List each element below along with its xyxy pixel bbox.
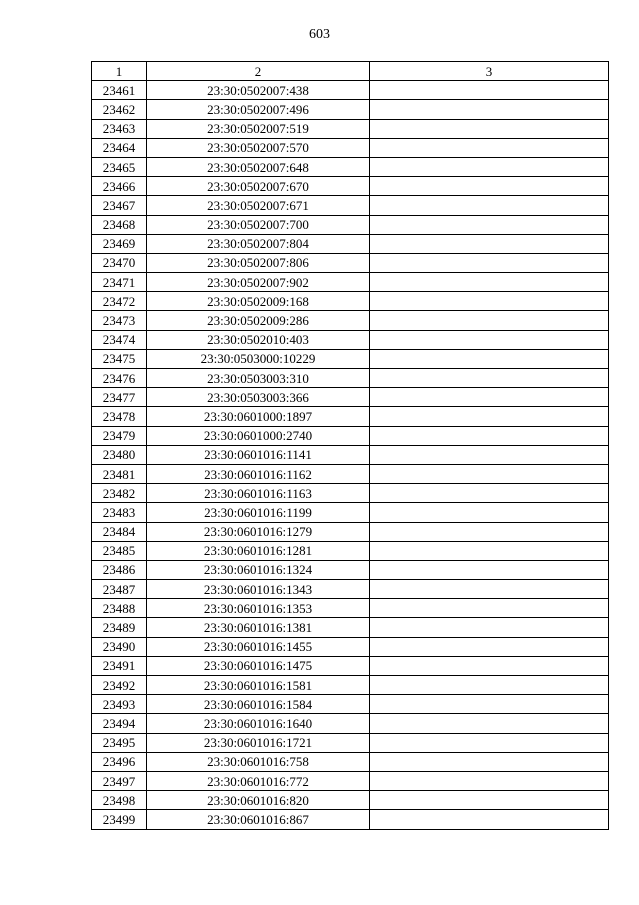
table-row [92, 388, 609, 407]
cadastral-number-cell: 23:30:0502010:403 [147, 330, 370, 349]
note-cell [370, 388, 609, 407]
table-row [92, 234, 609, 253]
note-cell [370, 138, 609, 157]
table-row [92, 656, 609, 675]
row-number-cell: 23484 [92, 522, 147, 541]
row-number-cell: 23485 [92, 541, 147, 560]
row-number-cell: 23464 [92, 138, 147, 157]
cadastral-number-cell: 23:30:0601016:1324 [147, 560, 370, 579]
note-cell [370, 330, 609, 349]
cadastral-number-cell: 23:30:0601016:1581 [147, 676, 370, 695]
note-cell [370, 580, 609, 599]
table-row [92, 676, 609, 695]
row-number-cell: 23487 [92, 580, 147, 599]
note-cell [370, 369, 609, 388]
table-row [92, 253, 609, 272]
note-cell [370, 656, 609, 675]
row-number-cell: 23499 [92, 810, 147, 829]
row-number-cell: 23482 [92, 484, 147, 503]
cadastral-number-cell: 23:30:0502007:806 [147, 253, 370, 272]
cadastral-number-cell: 23:30:0503000:10229 [147, 349, 370, 368]
table-row [92, 637, 609, 656]
column-header-3: 3 [370, 62, 609, 81]
note-cell [370, 157, 609, 176]
table-row [92, 330, 609, 349]
note-cell [370, 522, 609, 541]
table-row [92, 618, 609, 637]
table-row [92, 503, 609, 522]
row-number-cell: 23494 [92, 714, 147, 733]
row-number-cell: 23462 [92, 100, 147, 119]
row-number-cell: 23497 [92, 771, 147, 790]
cadastral-number-cell: 23:30:0502007:570 [147, 138, 370, 157]
row-number-cell: 23489 [92, 618, 147, 637]
cadastral-number-cell: 23:30:0503003:366 [147, 388, 370, 407]
cadastral-number-cell: 23:30:0601000:1897 [147, 407, 370, 426]
note-cell [370, 637, 609, 656]
cadastral-number-cell: 23:30:0601016:1141 [147, 445, 370, 464]
row-number-cell: 23477 [92, 388, 147, 407]
row-number-cell: 23481 [92, 464, 147, 483]
cadastral-number-cell: 23:30:0502007:438 [147, 81, 370, 100]
note-cell [370, 810, 609, 829]
note-cell [370, 311, 609, 330]
column-header-1: 1 [92, 62, 147, 81]
table-row [92, 215, 609, 234]
cadastral-number-cell: 23:30:0502007:804 [147, 234, 370, 253]
table-row [92, 273, 609, 292]
cadastral-number-cell: 23:30:0601016:1353 [147, 599, 370, 618]
cadastral-number-cell: 23:30:0502007:671 [147, 196, 370, 215]
cadastral-number-cell: 23:30:0601016:1640 [147, 714, 370, 733]
note-cell [370, 733, 609, 752]
cadastral-number-cell: 23:30:0502007:902 [147, 273, 370, 292]
row-number-cell: 23492 [92, 676, 147, 695]
row-number-cell: 23463 [92, 119, 147, 138]
row-number-cell: 23480 [92, 445, 147, 464]
table-row [92, 752, 609, 771]
table-row [92, 791, 609, 810]
register-table [91, 61, 609, 830]
cadastral-number-cell: 23:30:0502009:286 [147, 311, 370, 330]
cadastral-number-cell: 23:30:0601000:2740 [147, 426, 370, 445]
cadastral-number-cell: 23:30:0503003:310 [147, 369, 370, 388]
table-row [92, 426, 609, 445]
note-cell [370, 253, 609, 272]
cadastral-number-cell: 23:30:0502007:496 [147, 100, 370, 119]
table-row [92, 349, 609, 368]
cadastral-number-cell: 23:30:0601016:1343 [147, 580, 370, 599]
table-row [92, 445, 609, 464]
cadastral-number-cell: 23:30:0601016:1163 [147, 484, 370, 503]
row-number-cell: 23476 [92, 369, 147, 388]
cadastral-number-cell: 23:30:0601016:1162 [147, 464, 370, 483]
row-number-cell: 23465 [92, 157, 147, 176]
row-number-cell: 23479 [92, 426, 147, 445]
cadastral-number-cell: 23:30:0601016:1721 [147, 733, 370, 752]
cadastral-number-cell: 23:30:0601016:1199 [147, 503, 370, 522]
table-row [92, 714, 609, 733]
table-row [92, 464, 609, 483]
row-number-cell: 23488 [92, 599, 147, 618]
table-row [92, 292, 609, 311]
cadastral-number-cell: 23:30:0601016:1475 [147, 656, 370, 675]
table-row [92, 138, 609, 157]
header-row [92, 62, 609, 81]
table-row [92, 119, 609, 138]
note-cell [370, 234, 609, 253]
row-number-cell: 23493 [92, 695, 147, 714]
row-number-cell: 23495 [92, 733, 147, 752]
note-cell [370, 676, 609, 695]
page-number: 603 [309, 27, 330, 42]
table-row [92, 484, 609, 503]
note-cell [370, 426, 609, 445]
table-row [92, 157, 609, 176]
note-cell [370, 100, 609, 119]
note-cell [370, 177, 609, 196]
table-row [92, 541, 609, 560]
row-number-cell: 23486 [92, 560, 147, 579]
table-row [92, 733, 609, 752]
cadastral-number-cell: 23:30:0601016:758 [147, 752, 370, 771]
table-row [92, 311, 609, 330]
note-cell [370, 484, 609, 503]
cadastral-number-cell: 23:30:0502007:700 [147, 215, 370, 234]
cadastral-number-cell: 23:30:0601016:772 [147, 771, 370, 790]
row-number-cell: 23496 [92, 752, 147, 771]
table-row [92, 560, 609, 579]
cadastral-number-cell: 23:30:0502009:168 [147, 292, 370, 311]
table-row [92, 407, 609, 426]
table-row [92, 771, 609, 790]
row-number-cell: 23491 [92, 656, 147, 675]
table-header [92, 62, 609, 81]
row-number-cell: 23483 [92, 503, 147, 522]
note-cell [370, 618, 609, 637]
table-row [92, 177, 609, 196]
note-cell [370, 196, 609, 215]
note-cell [370, 599, 609, 618]
note-cell [370, 791, 609, 810]
note-cell [370, 560, 609, 579]
note-cell [370, 503, 609, 522]
row-number-cell: 23467 [92, 196, 147, 215]
cadastral-number-cell: 23:30:0502007:648 [147, 157, 370, 176]
table-row [92, 810, 609, 829]
cadastral-number-cell: 23:30:0601016:820 [147, 791, 370, 810]
cadastral-number-cell: 23:30:0502007:670 [147, 177, 370, 196]
row-number-cell: 23490 [92, 637, 147, 656]
cadastral-number-cell: 23:30:0601016:867 [147, 810, 370, 829]
table-row [92, 695, 609, 714]
note-cell [370, 119, 609, 138]
note-cell [370, 349, 609, 368]
row-number-cell: 23473 [92, 311, 147, 330]
row-number-cell: 23474 [92, 330, 147, 349]
cadastral-number-cell: 23:30:0601016:1281 [147, 541, 370, 560]
note-cell [370, 273, 609, 292]
cadastral-number-cell: 23:30:0601016:1381 [147, 618, 370, 637]
row-number-cell: 23475 [92, 349, 147, 368]
cadastral-number-cell: 23:30:0601016:1455 [147, 637, 370, 656]
note-cell [370, 81, 609, 100]
cadastral-number-cell: 23:30:0502007:519 [147, 119, 370, 138]
table-row [92, 100, 609, 119]
column-header-2: 2 [147, 62, 370, 81]
table-body [92, 81, 609, 829]
table-row [92, 369, 609, 388]
row-number-cell: 23471 [92, 273, 147, 292]
note-cell [370, 215, 609, 234]
row-number-cell: 23468 [92, 215, 147, 234]
cadastral-number-cell: 23:30:0601016:1279 [147, 522, 370, 541]
note-cell [370, 541, 609, 560]
note-cell [370, 407, 609, 426]
table-row [92, 580, 609, 599]
row-number-cell: 23498 [92, 791, 147, 810]
note-cell [370, 292, 609, 311]
row-number-cell: 23466 [92, 177, 147, 196]
note-cell [370, 714, 609, 733]
row-number-cell: 23472 [92, 292, 147, 311]
row-number-cell: 23461 [92, 81, 147, 100]
row-number-cell: 23478 [92, 407, 147, 426]
table-row [92, 522, 609, 541]
row-number-cell: 23470 [92, 253, 147, 272]
table-row [92, 81, 609, 100]
note-cell [370, 445, 609, 464]
note-cell [370, 464, 609, 483]
row-number-cell: 23469 [92, 234, 147, 253]
note-cell [370, 752, 609, 771]
cadastral-number-cell: 23:30:0601016:1584 [147, 695, 370, 714]
table-row [92, 599, 609, 618]
table-row [92, 196, 609, 215]
note-cell [370, 771, 609, 790]
note-cell [370, 695, 609, 714]
